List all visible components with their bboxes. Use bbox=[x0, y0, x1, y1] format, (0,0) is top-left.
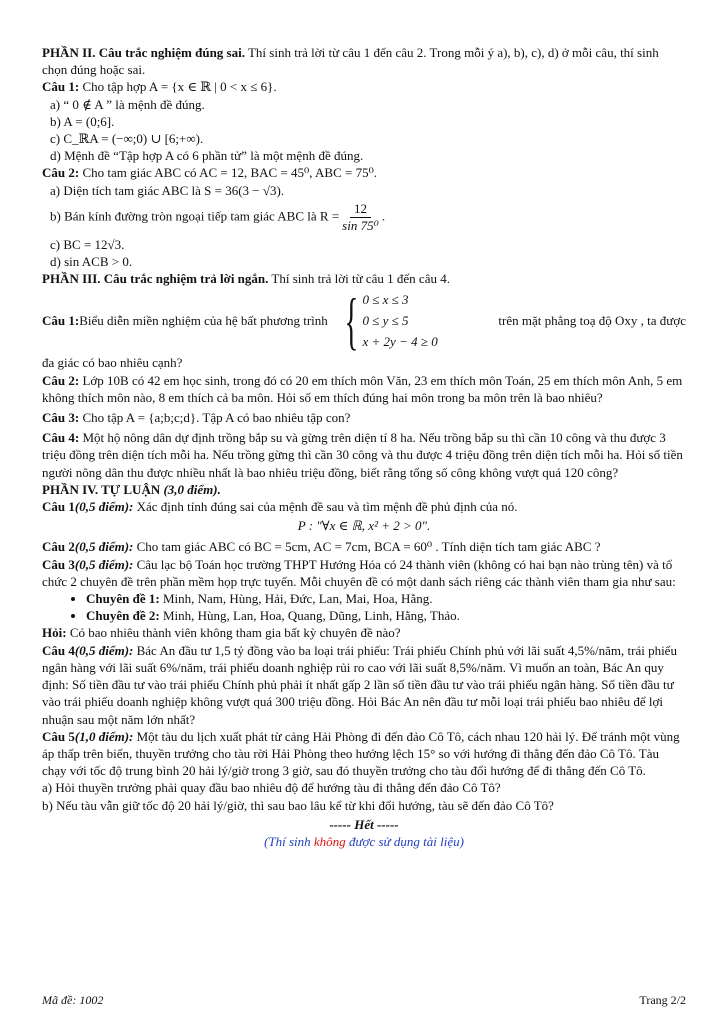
part4-q2: Câu 2(0,5 điểm): Cho tam giác ABC có BC = 5cm, AC = 7cm, BCA = 60⁰ . Tính diện tích tam giác ABC ? bbox=[42, 539, 601, 555]
part3-q1-tail: đa giác có bao nhiêu cạnh? bbox=[42, 355, 183, 371]
list-item: • Chuyên đề 1: Minh, Nam, Hùng, Hải, Đức, Lan, Mai, Hoa, Hằng. bbox=[86, 590, 686, 607]
brace-icon: { bbox=[344, 284, 359, 356]
part2-q2-a: a) Diện tích tam giác ABC là S = 36(3 − √3). bbox=[50, 182, 285, 198]
part3-heading: PHẦN III. Câu trắc nghiệm trả lời ngắn. bbox=[42, 271, 269, 287]
list-item: • Chuyên đề 2: Minh, Hùng, Lan, Hoa, Quang, Dũng, Linh, Hằng, Thảo. bbox=[86, 607, 686, 624]
exam-note: (Thí sinh không được sử dụng tài liệu) bbox=[264, 833, 464, 849]
part2-q1-d: d) Mệnh đề “Tập hợp A có 6 phần tử” là một mệnh đề đúng. bbox=[50, 148, 364, 164]
part3-q3: Câu 3: Cho tập A = {a;b;c;d}. Tập A có bao nhiêu tập con? bbox=[42, 410, 351, 426]
part4-q3-ask: Hỏi: Có bao nhiêu thành viên không tham gia bất kỳ chuyên đề nào? bbox=[42, 625, 401, 641]
part3-q2: Câu 2: Lớp 10B có 42 em học sinh, trong đó có 20 em thích môn Văn, 23 em thích môn Toán, 25 em thích môn Anh, 5 em không thích môn nào, 8 em thích cả ba môn. Hỏi số em thích đúng hai môn trong ba môn trên là bao nhiêu? bbox=[42, 372, 683, 405]
page-number: Trang 2/2 bbox=[639, 993, 686, 1007]
page-footer bbox=[42, 992, 686, 1009]
part3-intro: PHẦN III. Câu trắc nghiệm trả lời ngắn. Thí sinh trả lời từ câu 1 đến câu 4. bbox=[42, 271, 450, 287]
part2-q2-d: d) sin ACB > 0. bbox=[50, 254, 133, 270]
part2-q1-c: c) C_ℝA = (−∞;0) ∪ [6;+∞). bbox=[50, 131, 204, 147]
part3-q1: Câu 1: Biểu diễn miền nghiệm của hệ bất phương trình { 0 ≤ x ≤ 3 0 ≤ y ≤ 5 x + 2y − 4 ≥ 0 trên mặt phẳng toạ độ Oxy , ta được bbox=[42, 284, 686, 356]
part3-q4: Câu 4: Một hộ nông dân dự định trồng bắp su và gừng trên diện tí 8 ha. Nếu trồng bắp su thì cần 10 công và thu được 3 triệu đồng trên diện tích mỗi ha. Nếu trồng gừng thì cần 30 công và thu được 4 triệu đồng trên diện tích mỗi ha. Hỏi số tiền người nông dân thu được nhiều nhất là bao nhiêu triệu đồng, biết rằng tổng số công không vượt quá 120 công? bbox=[42, 430, 683, 480]
part4-q4: Câu 4(0,5 điểm): Bác An đầu tư 1,5 tỷ đồng vào ba loại trái phiếu: Trái phiếu Chính phủ với lãi suất 4,5%/năm, trái phiếu ngân hàng với lãi suất 6%/năm, trái phiếu doanh nghiệp rủi ro cao với lãi suất 8,5%/năm. Vì muốn an toàn, Bác An quy định: Số tiền đầu tư vào trái phiếu Chính phủ phải ít nhất gấp 2 lần số tiền đầu tư vào trái phiếu ngân hàng. Số tiền đầu tư vào trái phiếu doanh nghiệp không vượt quá 300 triệu đồng. Hỏi Bác An nên đầu tư mỗi loại trái phiếu bao nhiêu để lợi nhuận sau một năm lớn nhất? bbox=[42, 642, 677, 727]
part2-q2-b: b) Bán kính đường tròn ngoại tiếp tam giác ABC là R = $\frac{12}{\text{sin 75⁰}}$ . bbox=[50, 200, 386, 233]
part2-heading: PHẦN II. Câu trắc nghiệm đúng sai. bbox=[42, 45, 245, 60]
part2-q2-c: c) BC = 12√3. bbox=[50, 236, 125, 252]
part2-intro: PHẦN II. Câu trắc nghiệm đúng sai. Thí sinh trả lời từ câu 1 đến câu 2. Trong mỗi ý a), b), c), d) ở mỗi câu, thí sinh chọn đúng hoặc sai. bbox=[42, 45, 659, 78]
exam-code: Mã đề: 1002 bbox=[42, 993, 104, 1007]
part4-q5-b: b) Nếu tàu vẫn giữ tốc độ 20 hải lý/giờ, thì sau bao lâu kể từ khi đổi hướng, tàu sẽ đến đảo Cô Tô? bbox=[42, 797, 554, 813]
part2-q1-b: b) A = (0;6]. bbox=[50, 113, 115, 129]
part4-q5-a: a) Hỏi thuyền trưởng phải quay đầu bao nhiêu độ để hướng tàu đi thẳng đến đảo Cô Tô? bbox=[42, 780, 501, 796]
topic-list bbox=[42, 590, 686, 624]
part2-q1-a: a) “ 0 ∉ A ” là mệnh đề đúng. bbox=[50, 96, 205, 112]
part4-q5: Câu 5(1,0 điểm): Một tàu du lịch xuất phát từ cảng Hải Phòng đi đến đảo Cô Tô, cách nhau 120 hải lý. Để tránh một vùng áp thấp trên biển, thuyền trưởng cho tàu rời Hải Phòng theo hướng lệch 15° so với hướng đi thẳng đến đảo Cô Tô. Tàu chạy với tốc độ trung bình 20 hải lý/giờ trong 3 giờ, sau đó thuyền trưởng cho tàu đổi hướng để đi thẳng đến Cô Tô. bbox=[42, 728, 680, 779]
part4-q1: Câu 1(0,5 điểm): Xác định tính đúng sai của mệnh đề sau và tìm mệnh đề phủ định của nó. bbox=[42, 499, 518, 515]
end-marker: ----- Hết ----- bbox=[329, 816, 399, 832]
part4-heading: PHẦN IV. TỰ LUẬN (3,0 điểm). bbox=[42, 481, 221, 497]
part2-q1: Câu 1: Cho tập hợp A = {x ∈ ℝ | 0 < x ≤ 6}. bbox=[42, 79, 277, 95]
part4-q3: Câu 3(0,5 điểm): Câu lạc bộ Toán học trường THPT Hướng Hóa có 24 thành viên (không có hai bạn nào trùng tên) và tổ chức 2 chuyên đề trên phần mềm họp trực tuyến. Mỗi chuyên đề có một danh sách riêng các thành viên tham gia như sau: bbox=[42, 556, 676, 589]
radius-fraction: $\frac{12}{\text{sin 75⁰}}$ bbox=[342, 200, 379, 233]
inequality-system: { 0 ≤ x ≤ 3 0 ≤ y ≤ 5 x + 2y − 4 ≥ 0 bbox=[344, 284, 438, 356]
part2-q2: Câu 2: Cho tam giác ABC có AC = 12, BAC = 45⁰, ABC = 75⁰. bbox=[42, 165, 378, 181]
part4-q1-formula: P : "∀x ∈ ℝ, x² + 2 > 0". bbox=[297, 518, 431, 534]
